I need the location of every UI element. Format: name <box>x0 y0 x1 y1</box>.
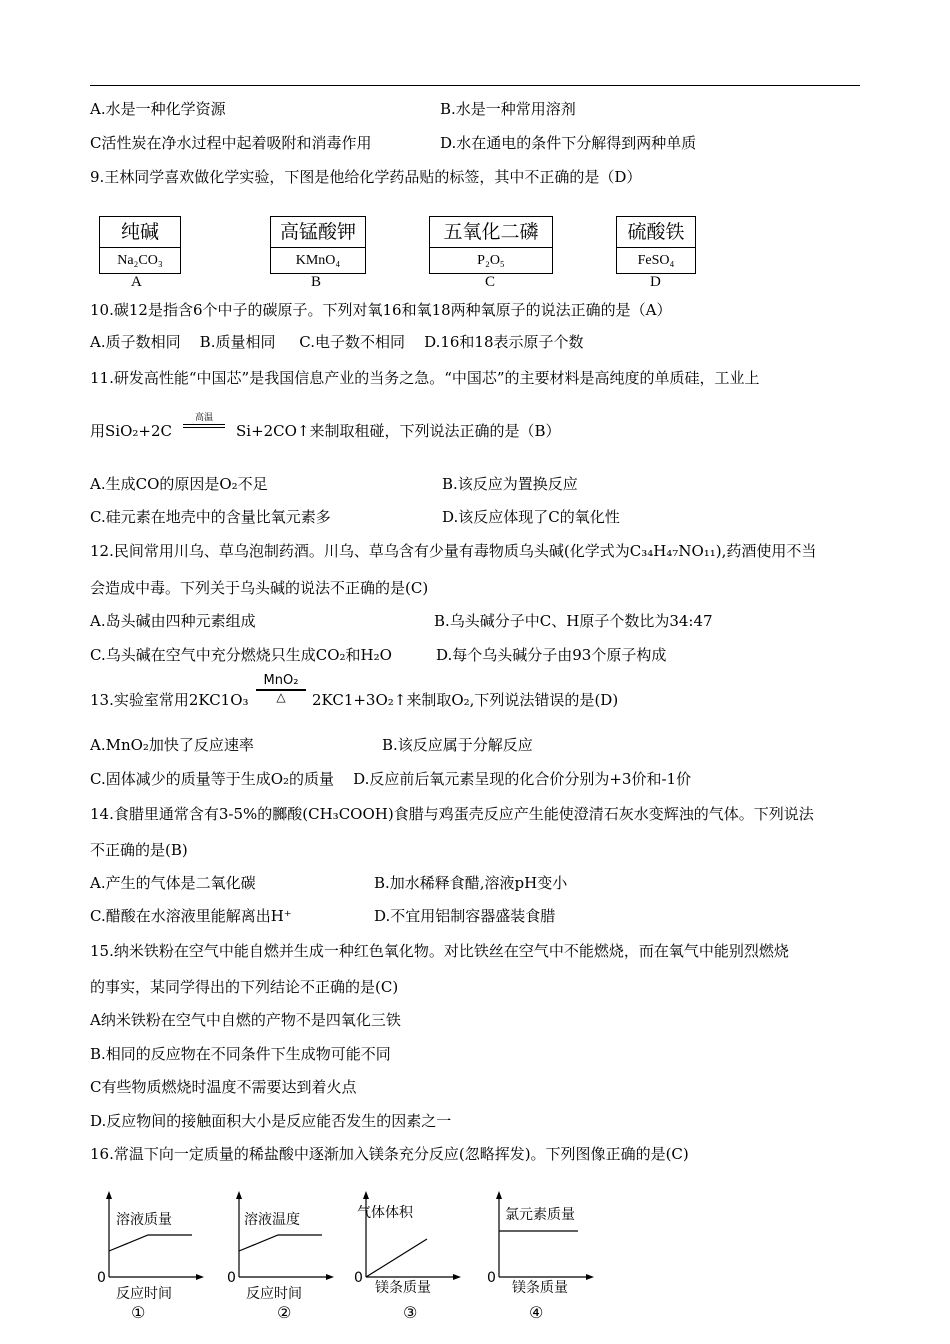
graph-1-origin: 0 <box>97 1270 106 1286</box>
label-c-letter: C <box>485 274 496 290</box>
q11-condition-text: 高温 <box>194 413 213 423</box>
label-c <box>429 216 553 274</box>
label-c-formula: P₂O₅ <box>477 253 505 268</box>
graph-4-x-arrow-icon <box>586 1274 594 1280</box>
q14-stem-2: 不正确的是(B) <box>90 841 188 859</box>
graph-1 <box>96 1190 206 1320</box>
q11-eq-left: 用SiO₂+2C <box>90 422 172 440</box>
graph-4-y-arrow-icon <box>496 1191 502 1199</box>
q15-option-c: C有些物质燃烧时温度不需要达到着火点 <box>90 1078 357 1096</box>
graph-1-y-arrow-icon <box>106 1191 112 1199</box>
q8-option-a: A.水是一种化学资源 <box>90 100 226 118</box>
label-d <box>616 216 696 274</box>
graph-2-xlabel: 反应时间 <box>246 1286 302 1302</box>
q13-condition <box>256 674 306 704</box>
q12-option-c: C.乌头碱在空气中充分燃烧只生成CO₂和H₂O <box>90 646 392 664</box>
graph-2-curve <box>239 1235 322 1251</box>
label-d-letter: D <box>650 274 661 290</box>
label-b <box>270 216 366 274</box>
graph-3-xlabel: 镁条质量 <box>375 1280 431 1296</box>
q13-option-b: B.该反应属于分解反应 <box>382 736 533 754</box>
graph-3-x-arrow-icon <box>453 1274 461 1280</box>
q10-options: A.质子数相同 B.质量相同 C.电子数不相同 D.16和18表示原子个数 <box>90 333 584 351</box>
q13-eq-left: 13.实验室常用2KC1O₃ <box>90 691 249 709</box>
q8-option-d: D.水在通电的条件下分解得到两种单质 <box>440 134 697 152</box>
q13-catalyst: MnO₂ <box>263 673 299 688</box>
graph-1-xlabel: 反应时间 <box>116 1286 172 1302</box>
graph-1-curve <box>109 1235 192 1251</box>
graph-3-ylabel: 气体体积 <box>357 1205 413 1221</box>
q11-option-c: C.硅元素在地壳中的含量比氧元素多 <box>90 508 331 526</box>
graph-2 <box>226 1190 336 1320</box>
top-rule <box>90 85 860 86</box>
label-d-formula: FeSO₄ <box>637 253 675 268</box>
q11-option-b: B.该反应为置换反应 <box>442 475 578 493</box>
q13-options-cd: C.固体减少的质量等于生成O₂的质量 D.反应前后氧元素呈现的化合价分别为+3价和-1价 <box>90 770 692 788</box>
label-a-formula: Na₂CO₃ <box>117 253 163 268</box>
q14-option-a: A.产生的气体是二氧化碳 <box>90 874 256 892</box>
q12-stem-1: 12.民间常用川乌、草乌泡制药酒。川乌、草乌含有少量有毒物质乌头碱(化学式为C₃₄H₄₇NO₁₁),药酒使用不当 <box>90 542 817 560</box>
graph-1-number: ① <box>131 1303 146 1320</box>
q8-option-b: B.水是一种常用溶剂 <box>440 100 576 118</box>
q14-option-c: C.醋酸在水溶液里能解离出H⁺ <box>90 907 292 925</box>
q8-option-c: C活性炭在净水过程中起着吸附和消毒作用 <box>90 134 372 152</box>
q14-option-d: D.不宜用铝制容器盛装食腊 <box>374 907 556 925</box>
q15-option-d: D.反应物间的接触面积大小是反应能否发生的因素之一 <box>90 1112 452 1130</box>
graph-4 <box>486 1190 596 1320</box>
label-a-name: 纯碱 <box>100 217 180 248</box>
q13-option-a: A.MnO₂加快了反应速率 <box>90 736 254 754</box>
q13-heat-icon: △ <box>276 690 286 704</box>
q14-option-b: B.加水稀释食醋,溶液pH变小 <box>374 874 568 892</box>
q12-option-d: D.每个乌头碱分子由93个原子构成 <box>436 646 667 664</box>
q14-stem-1: 14.食腊里通常含有3-5%的膷酸(CH₃COOH)食腊与鸡蛋壳反应产生能使澄清石灰水变辉浊的气体。下列说法 <box>90 805 814 823</box>
label-b-name: 高锰酸钾 <box>271 217 365 248</box>
q16-stem: 16.常温下向一定质量的稀盐酸中逐渐加入镁条充分反应(忽略挥发)。下列图像正确的是(C) <box>90 1145 689 1163</box>
graph-1-x-arrow-icon <box>196 1274 204 1280</box>
graph-2-y-arrow-icon <box>236 1191 242 1199</box>
label-b-letter: B <box>311 274 322 290</box>
q11-option-a: A.生成CO的原因是O₂不足 <box>90 475 268 493</box>
graph-2-number: ② <box>277 1303 292 1320</box>
label-c-name: 五氧化二磷 <box>430 217 552 248</box>
graph-3 <box>353 1190 463 1320</box>
graph-2-origin: 0 <box>227 1270 236 1286</box>
label-a <box>99 216 181 274</box>
graph-4-number: ④ <box>529 1303 544 1320</box>
q11-eq-right: Si+2CO↑来制取租碰，下列说法正确的是（B） <box>236 422 561 440</box>
q12-option-b: B.乌头碱分子中C、H原子个数比为34:47 <box>434 612 713 630</box>
q12-stem-2: 会造成中毒。下列关于乌头碱的说法不正确的是(C) <box>90 579 429 597</box>
q11-condition <box>183 413 225 428</box>
q11-option-d: D.该反应体现了C的氧化性 <box>442 508 620 526</box>
graph-3-y-arrow-icon <box>363 1191 369 1199</box>
q9-stem: 9.王林同学喜欢做化学实验，下图是他给化学药品贴的标签，其中不正确的是（D） <box>90 168 642 186</box>
q13-eq-right: 2KC1+3O₂↑来制取O₂,下列说法错误的是(D) <box>312 691 619 709</box>
graph-2-ylabel: 溶液温度 <box>244 1212 300 1228</box>
graph-4-ylabel: 氯元素质量 <box>505 1207 575 1223</box>
q15-stem-2: 的事实，某同学得出的下列结论不正确的是(C) <box>90 978 399 996</box>
q15-stem-1: 15.纳米铁粉在空气中能自燃并生成一种红色氧化物。对比铁丝在空气中不能燃烧，而在氧气中能别烈燃烧 <box>90 942 789 960</box>
graph-1-ylabel: 溶液质量 <box>116 1212 172 1228</box>
q15-option-b: B.相同的反应物在不同条件下生成物可能不同 <box>90 1045 391 1063</box>
graph-3-origin: 0 <box>354 1270 363 1286</box>
q15-option-a: A纳米铁粉在空气中自燃的产物不是四氧化三铁 <box>90 1011 401 1029</box>
label-b-formula: KMnO₄ <box>295 253 341 268</box>
graph-4-origin: 0 <box>487 1270 496 1286</box>
graph-3-curve <box>366 1239 427 1277</box>
graph-4-xlabel: 镁条质量 <box>512 1280 568 1296</box>
graph-2-x-arrow-icon <box>326 1274 334 1280</box>
q10-stem: 10.碳12是指含6个中子的碳原子。下列对氧16和氧18两种氧原子的说法正确的是（A） <box>90 301 672 319</box>
label-a-letter: A <box>131 274 142 290</box>
q11-stem: 11.研发高性能“中国芯”是我国信息产业的当务之急。“中国芯”的主要材料是高纯度的单质硅，工业上 <box>90 369 760 387</box>
q12-option-a: A.岛头碱由四种元素组成 <box>90 612 256 630</box>
label-d-name: 硫酸铁 <box>617 217 695 248</box>
graph-3-number: ③ <box>403 1303 418 1320</box>
